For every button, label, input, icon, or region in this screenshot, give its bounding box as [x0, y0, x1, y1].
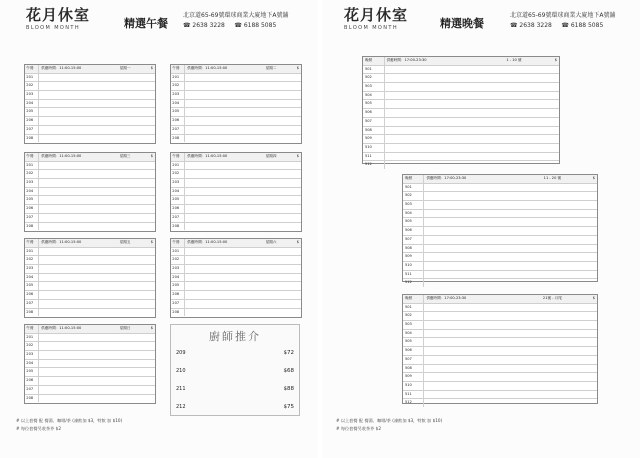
menu-item-row — [403, 399, 597, 407]
menu-price-head: $ — [592, 296, 595, 300]
item-code: 205 — [25, 108, 39, 116]
menu-hours: 供應時間：17:00-23:30 — [386, 58, 427, 62]
brand-sub: BLOOM MONTH — [26, 25, 81, 31]
menu-price-head: $ — [150, 326, 153, 330]
menu-item-row — [25, 126, 155, 135]
menu-item-row — [363, 66, 559, 75]
item-code: 204 — [25, 188, 39, 196]
menu-hours: 供應時間：11:00-15:00 — [187, 66, 228, 70]
menu-item-row — [25, 282, 155, 291]
item-code: 208 — [171, 309, 185, 317]
item-code: 205 — [25, 282, 39, 290]
phone-2: 6188 5085 — [243, 22, 277, 29]
item-code: 204 — [25, 274, 39, 282]
chef-item-price: $72 — [283, 350, 294, 356]
lunch-box-sun — [24, 324, 156, 404]
item-code: 207 — [25, 386, 39, 394]
phone-line — [183, 22, 276, 29]
item-code: 207 — [25, 126, 39, 134]
menu-item-row — [25, 377, 155, 386]
menu-item-row — [363, 144, 559, 153]
menu-item-row — [25, 100, 155, 109]
item-code: 207 — [25, 214, 39, 222]
item-code: 206 — [25, 291, 39, 299]
menu-item-row — [25, 351, 155, 360]
menu-item-row — [403, 201, 597, 210]
menu-item-row — [403, 330, 597, 339]
item-code: 203 — [171, 179, 185, 187]
item-code: 205 — [25, 368, 39, 376]
menu-item-row — [403, 192, 597, 201]
menu-price-head: $ — [150, 154, 153, 158]
menu-meal-label: 午餐 — [171, 153, 185, 161]
menu-item-row — [171, 248, 301, 257]
item-code: 502 — [403, 312, 424, 320]
chef-title: 廚師推介 — [209, 330, 261, 343]
footnote-1: # 以上套餐 配 餐湯、咖啡/茶 (凍飲加 $3，特飲 加 $10) — [336, 418, 443, 423]
footnote-2: # 每位套餐另收茶芥 $2 — [336, 426, 381, 431]
item-code: 511 — [363, 153, 385, 161]
menu-item-row — [363, 161, 559, 169]
menu-item-row — [363, 127, 559, 136]
menu-item-row — [403, 210, 597, 219]
menu-item-row — [363, 153, 559, 162]
menu-price-head: $ — [554, 58, 557, 62]
menu-item-row — [171, 135, 301, 143]
item-code: 509 — [363, 135, 385, 143]
menu-hours: 供應時間：11:00-15:00 — [187, 240, 228, 244]
item-code: 201 — [171, 162, 185, 170]
menu-hours: 供應時間：17:00-23:30 — [426, 176, 467, 180]
item-code: 204 — [171, 100, 185, 108]
menu-item-row — [25, 342, 155, 351]
item-code: 506 — [363, 109, 385, 117]
item-code: 505 — [403, 338, 424, 346]
item-code: 512 — [403, 279, 424, 287]
lunch-box-fri — [24, 238, 156, 318]
menu-hours: 供應時間：11:00-15:00 — [41, 66, 82, 70]
item-code: 508 — [403, 245, 424, 253]
menu-item-row — [403, 227, 597, 236]
menu-item-row — [25, 223, 155, 231]
item-code: 202 — [171, 170, 185, 178]
menu-item-row — [171, 82, 301, 91]
brand-name: 花月休室 — [344, 6, 409, 24]
menu-item-row — [171, 188, 301, 197]
menu-item-row — [403, 271, 597, 280]
chef-item-code: 211 — [176, 386, 186, 392]
menu-item-row — [25, 395, 155, 403]
menu-item-row — [403, 391, 597, 400]
item-code: 508 — [363, 127, 385, 135]
menu-day: 星期三 — [119, 154, 131, 158]
item-code: 507 — [363, 118, 385, 126]
lunch-title: 精選午餐 — [124, 17, 168, 30]
menu-item-row — [25, 300, 155, 309]
item-code: 208 — [25, 395, 39, 403]
menu-item-row — [171, 196, 301, 205]
chef-recommend — [170, 324, 300, 416]
dinner-page — [322, 0, 640, 458]
menu-item-row — [403, 347, 597, 356]
item-code: 509 — [403, 253, 424, 261]
menu-header-row — [25, 325, 155, 334]
menu-item-row — [403, 279, 597, 287]
phone-2: 6188 5085 — [570, 22, 604, 29]
item-code: 202 — [25, 342, 39, 350]
menu-item-row — [363, 92, 559, 101]
menu-header-row — [171, 65, 301, 74]
item-code: 505 — [403, 218, 424, 226]
menu-item-row — [403, 253, 597, 262]
phone-line — [510, 22, 603, 29]
item-code: 512 — [363, 161, 385, 169]
menu-day: 星期一 — [119, 66, 131, 70]
menu-item-row — [25, 334, 155, 343]
menu-item-row — [171, 282, 301, 291]
item-code: 206 — [171, 291, 185, 299]
chef-item — [171, 344, 299, 362]
menu-item-row — [25, 135, 155, 143]
footnote-1: # 以上套餐 配 餐湯、咖啡/茶 (凍飲加 $3，特飲 加 $10) — [16, 418, 123, 423]
footnote-2: # 每位套餐另收茶芥 $2 — [16, 426, 61, 431]
menu-header-row — [363, 57, 559, 66]
phone-icon: ☎ — [561, 22, 569, 29]
menu-hours: 供應時間：11:00-15:00 — [41, 154, 82, 158]
menu-item-row — [403, 321, 597, 330]
item-code: 206 — [171, 117, 185, 125]
menu-item-row — [171, 108, 301, 117]
menu-day: 11 - 20 號 — [543, 176, 562, 180]
menu-meal-label: 午餐 — [25, 325, 39, 333]
menu-item-row — [25, 188, 155, 197]
menu-item-row — [25, 205, 155, 214]
item-code: 206 — [25, 117, 39, 125]
item-code: 201 — [25, 162, 39, 170]
item-code: 504 — [363, 92, 385, 100]
menu-item-row — [171, 74, 301, 83]
menu-item-row — [171, 205, 301, 214]
menu-day: 星期六 — [265, 240, 277, 244]
address: 北京道65-69號環球商業大廈地下A號舖 — [183, 12, 289, 19]
item-code: 504 — [403, 210, 424, 218]
chef-item — [171, 362, 299, 380]
item-code: 201 — [171, 74, 185, 82]
menu-header-row — [403, 295, 597, 304]
menu-price-head: $ — [150, 240, 153, 244]
dinner-box-2 — [402, 174, 598, 285]
brand-logo — [26, 8, 90, 31]
menu-hours: 供應時間：17:00-23:30 — [426, 296, 467, 300]
phone-1: 2638 3228 — [192, 22, 225, 29]
menu-item-row — [363, 74, 559, 83]
item-code: 203 — [25, 91, 39, 99]
menu-item-row — [403, 312, 597, 321]
item-code: 206 — [25, 377, 39, 385]
item-code: 501 — [363, 66, 385, 74]
item-code: 202 — [171, 82, 185, 90]
dinner-box-3 — [402, 294, 598, 404]
menu-item-row — [25, 386, 155, 395]
phone-icon: ☎ — [510, 22, 518, 29]
menu-meal-label: 午餐 — [171, 239, 185, 247]
menu-item-row — [25, 108, 155, 117]
item-code: 203 — [25, 265, 39, 273]
menu-item-row — [25, 91, 155, 100]
item-code: 206 — [25, 205, 39, 213]
menu-item-row — [25, 248, 155, 257]
item-code: 207 — [25, 300, 39, 308]
menu-meal-label: 午餐 — [25, 153, 39, 161]
menu-price-head: $ — [592, 176, 595, 180]
chef-item — [171, 398, 299, 416]
menu-item-row — [25, 368, 155, 377]
menu-day: 1 - 10 號 — [506, 58, 522, 62]
menu-item-row — [25, 82, 155, 91]
item-code: 511 — [403, 391, 424, 399]
menu-day: 星期五 — [119, 240, 131, 244]
menu-item-row — [171, 214, 301, 223]
menu-day: 星期四 — [265, 154, 277, 158]
menu-item-row — [403, 304, 597, 313]
item-code: 507 — [403, 356, 424, 364]
item-code: 204 — [25, 360, 39, 368]
menu-item-row — [171, 256, 301, 265]
menu-item-row — [403, 382, 597, 391]
menu-item-row — [25, 360, 155, 369]
item-code: 205 — [171, 108, 185, 116]
chef-item-price: $68 — [283, 368, 294, 374]
chef-item — [171, 380, 299, 398]
menu-item-row — [171, 126, 301, 135]
menu-item-row — [171, 179, 301, 188]
menu-item-row — [171, 309, 301, 317]
chef-item-code: 212 — [176, 404, 186, 410]
item-code: 204 — [171, 188, 185, 196]
menu-item-row — [25, 274, 155, 283]
item-code: 504 — [403, 330, 424, 338]
menu-item-row — [403, 245, 597, 254]
menu-meal-label: 晚餐 — [403, 175, 424, 183]
menu-item-row — [363, 83, 559, 92]
item-code: 207 — [171, 214, 185, 222]
menu-item-row — [25, 179, 155, 188]
item-code: 208 — [25, 223, 39, 231]
menu-item-row — [363, 135, 559, 144]
menu-item-row — [403, 262, 597, 271]
chef-item-code: 209 — [176, 350, 186, 356]
item-code: 203 — [25, 179, 39, 187]
address: 北京道65-69號環球商業大廈地下A號舖 — [510, 12, 616, 19]
menu-item-row — [403, 184, 597, 193]
menu-item-row — [171, 291, 301, 300]
menu-item-row — [363, 118, 559, 127]
menu-price-head: $ — [150, 66, 153, 70]
menu-header-row — [25, 153, 155, 162]
menu-header-row — [403, 175, 597, 184]
phone-icon: ☎ — [234, 22, 242, 29]
menu-item-row — [403, 373, 597, 382]
brand-name: 花月休室 — [26, 6, 91, 24]
lunch-box-wed — [24, 152, 156, 232]
item-code: 202 — [25, 82, 39, 90]
menu-header-row — [171, 153, 301, 162]
item-code: 506 — [403, 347, 424, 355]
menu-item-row — [25, 117, 155, 126]
menu-header-row — [25, 239, 155, 248]
item-code: 205 — [171, 282, 185, 290]
phone-icon: ☎ — [183, 22, 191, 29]
menu-item-row — [171, 274, 301, 283]
menu-item-row — [25, 214, 155, 223]
menu-day: 星期日 — [119, 326, 131, 330]
item-code: 202 — [25, 256, 39, 264]
menu-item-row — [403, 365, 597, 374]
menu-price-head: $ — [296, 240, 299, 244]
item-code: 512 — [403, 399, 424, 407]
item-code: 208 — [25, 135, 39, 143]
menu-header-row — [25, 65, 155, 74]
menu-item-row — [403, 338, 597, 347]
item-code: 509 — [403, 373, 424, 381]
chef-item-price: $75 — [283, 404, 294, 410]
item-code: 510 — [403, 382, 424, 390]
menu-item-row — [25, 291, 155, 300]
menu-item-row — [171, 117, 301, 126]
menu-meal-label: 午餐 — [25, 239, 39, 247]
phone-1: 2638 3228 — [519, 22, 552, 29]
menu-item-row — [171, 265, 301, 274]
brand-sub: BLOOM MONTH — [344, 25, 399, 31]
item-code: 510 — [403, 262, 424, 270]
item-code: 205 — [171, 196, 185, 204]
item-code: 204 — [171, 274, 185, 282]
menu-meal-label: 晚餐 — [403, 295, 424, 303]
menu-item-row — [171, 91, 301, 100]
menu-item-row — [403, 236, 597, 245]
item-code: 201 — [25, 248, 39, 256]
item-code: 507 — [403, 236, 424, 244]
menu-hours: 供應時間：11:00-15:00 — [41, 326, 82, 330]
menu-item-row — [363, 109, 559, 118]
item-code: 201 — [25, 74, 39, 82]
menu-day: 21號 - 月尾 — [542, 296, 562, 300]
brand-logo — [344, 8, 408, 31]
item-code: 502 — [363, 74, 385, 82]
lunch-page — [0, 0, 318, 458]
menu-day: 星期二 — [265, 66, 277, 70]
item-code: 511 — [403, 271, 424, 279]
item-code: 206 — [171, 205, 185, 213]
item-code: 503 — [403, 201, 424, 209]
item-code: 202 — [171, 256, 185, 264]
item-code: 506 — [403, 227, 424, 235]
item-code: 208 — [171, 223, 185, 231]
item-code: 207 — [171, 300, 185, 308]
menu-item-row — [25, 170, 155, 179]
item-code: 203 — [25, 351, 39, 359]
chef-item-code: 210 — [176, 368, 186, 374]
menu-item-row — [25, 309, 155, 317]
menu-meal-label: 午餐 — [171, 65, 185, 73]
chef-item-price: $88 — [283, 386, 294, 392]
item-code: 503 — [363, 83, 385, 91]
menu-item-row — [25, 256, 155, 265]
dinner-box-1 — [362, 56, 560, 167]
item-code: 501 — [403, 304, 424, 312]
item-code: 505 — [363, 100, 385, 108]
menu-item-row — [25, 162, 155, 171]
item-code: 508 — [403, 365, 424, 373]
item-code: 503 — [403, 321, 424, 329]
item-code: 203 — [171, 91, 185, 99]
menu-item-row — [25, 74, 155, 83]
menu-meal-label: 午餐 — [25, 65, 39, 73]
menu-item-row — [25, 265, 155, 274]
chef-list — [171, 344, 299, 416]
dinner-title: 精選晚餐 — [440, 17, 484, 30]
menu-item-row — [171, 100, 301, 109]
menu-item-row — [25, 196, 155, 205]
item-code: 510 — [363, 144, 385, 152]
menu-item-row — [171, 223, 301, 231]
menu-hours: 供應時間：11:00-15:00 — [41, 240, 82, 244]
item-code: 203 — [171, 265, 185, 273]
item-code: 201 — [171, 248, 185, 256]
lunch-box-thu — [170, 152, 302, 232]
item-code: 502 — [403, 192, 424, 200]
menu-price-head: $ — [296, 154, 299, 158]
lunch-box-sat — [170, 238, 302, 318]
menu-item-row — [403, 356, 597, 365]
menu-item-row — [171, 170, 301, 179]
menu-meal-label: 晚餐 — [363, 57, 385, 65]
menu-item-row — [171, 300, 301, 309]
item-code: 501 — [403, 184, 424, 192]
lunch-box-tue — [170, 64, 302, 144]
menu-item-row — [403, 218, 597, 227]
item-code: 204 — [25, 100, 39, 108]
item-code: 201 — [25, 334, 39, 342]
item-code: 202 — [25, 170, 39, 178]
item-code: 208 — [171, 135, 185, 143]
menu-header-row — [171, 239, 301, 248]
lunch-box-mon — [24, 64, 156, 144]
item-code: 208 — [25, 309, 39, 317]
item-code: 205 — [25, 196, 39, 204]
menu-item-row — [363, 100, 559, 109]
menu-hours: 供應時間：11:00-15:00 — [187, 154, 228, 158]
item-code: 207 — [171, 126, 185, 134]
menu-item-row — [171, 162, 301, 171]
menu-price-head: $ — [296, 66, 299, 70]
